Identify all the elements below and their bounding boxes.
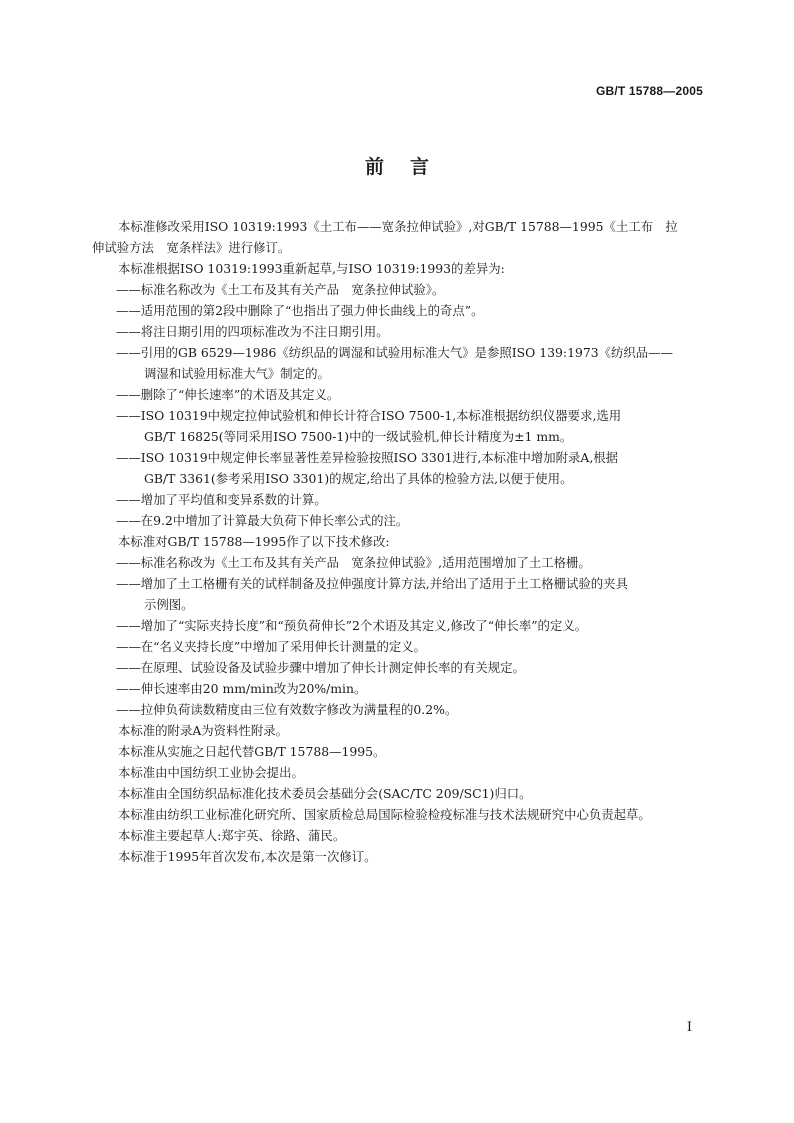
page-title: 前言: [364, 156, 455, 178]
list-item: ——伸长速率由20 mm/min改为20%/min。: [116, 681, 367, 696]
list-item: ——增加了“实际夹持长度”和“预负荷伸长”2个术语及其定义,修改了“伸长率”的定义。: [116, 618, 588, 633]
paragraph-line: 伸试验方法 宽条样法》进行修订。: [92, 240, 291, 255]
paragraph-line: 本标准从实施之日起代替GB/T 15788—1995。: [118, 744, 386, 759]
list-item: ——标准名称改为《土工布及其有关产品 宽条拉伸试验》,适用范围增加了土工格栅。: [116, 555, 591, 570]
paragraph-line: 本标准修改采用ISO 10319:1993《土工布——宽条拉伸试验》,对GB/T 15788—1995《土工布 拉: [118, 219, 678, 234]
list-item: ——ISO 10319中规定伸长率显著性差异检验按照ISO 3301进行,本标准中增加附录A,根据: [116, 450, 619, 465]
paragraph-line: 本标准由中国纺织工业协会提出。: [118, 765, 304, 780]
list-item: ——适用范围的第2段中删除了“也指出了强力伸长曲线上的奇点”。: [116, 303, 484, 318]
list-item-continuation: 调湿和试验用标准大气》制定的。: [144, 366, 330, 381]
page-number: I: [686, 1020, 692, 1035]
paragraph-line: 本标准主要起草人:郑宇英、徐路、蒲民。: [118, 828, 346, 843]
paragraph-line: 本标准根据ISO 10319:1993重新起草,与ISO 10319:1993的差异为:: [118, 261, 505, 276]
standard-number: GB/T 15788—2005: [595, 84, 703, 98]
list-item: ——删除了“伸长速率”的术语及其定义。: [116, 387, 340, 402]
paragraph-line: 本标准由纺织工业标准化研究所、国家质检总局国际检验检疫标准与技术法规研究中心负责起草。: [118, 807, 651, 822]
list-item: ——拉伸负荷读数精度由三位有效数字修改为满量程的0.2%。: [116, 702, 458, 717]
list-item-continuation: 示例图。: [144, 597, 194, 612]
list-item: ——在“名义夹持长度”中增加了采用伸长计测量的定义。: [116, 639, 427, 654]
list-item: ——标准名称改为《土工布及其有关产品 宽条拉伸试验》。: [116, 282, 445, 297]
paragraph-line: 本标准于1995年首次发布,本次是第一次修订。: [118, 849, 377, 864]
foreword-body: [92, 216, 704, 867]
paragraph-line: 本标准由全国纺织品标准化技术委员会基础分会(SAC/TC 209/SC1)归口。: [118, 786, 532, 801]
paragraph-line: 本标准的附录A为资料性附录。: [118, 723, 289, 738]
list-item-continuation: GB/T 3361(参考采用ISO 3301)的规定,给出了具体的检验方法,以便于使用。: [144, 471, 573, 486]
paragraph-line: 本标准对GB/T 15788—1995作了以下技术修改:: [118, 534, 390, 549]
list-item: ——增加了土工格栅有关的试样制备及拉伸强度计算方法,并给出了适用于土工格栅试验的夹具: [116, 576, 628, 591]
list-item-continuation: GB/T 16825(等同采用ISO 7500-1)中的一级试验机,伸长计精度为±1 mm。: [144, 429, 573, 444]
list-item: ——在原理、试验设备及试验步骤中增加了伸长计测定伸长率的有关规定。: [116, 660, 525, 675]
list-item: ——在9.2中增加了计算最大负荷下伸长率公式的注。: [116, 513, 409, 528]
list-item: ——将注日期引用的四项标准改为不注日期引用。: [116, 324, 389, 339]
list-item: ——ISO 10319中规定拉伸试验机和伸长计符合ISO 7500-1,本标准根据纺织仪器要求,选用: [116, 408, 622, 423]
list-item: ——引用的GB 6529—1986《纺织品的调湿和试验用标准大气》是参照ISO 139:1973《纺织品——: [116, 345, 673, 360]
list-item: ——增加了平均值和变异系数的计算。: [116, 492, 327, 507]
